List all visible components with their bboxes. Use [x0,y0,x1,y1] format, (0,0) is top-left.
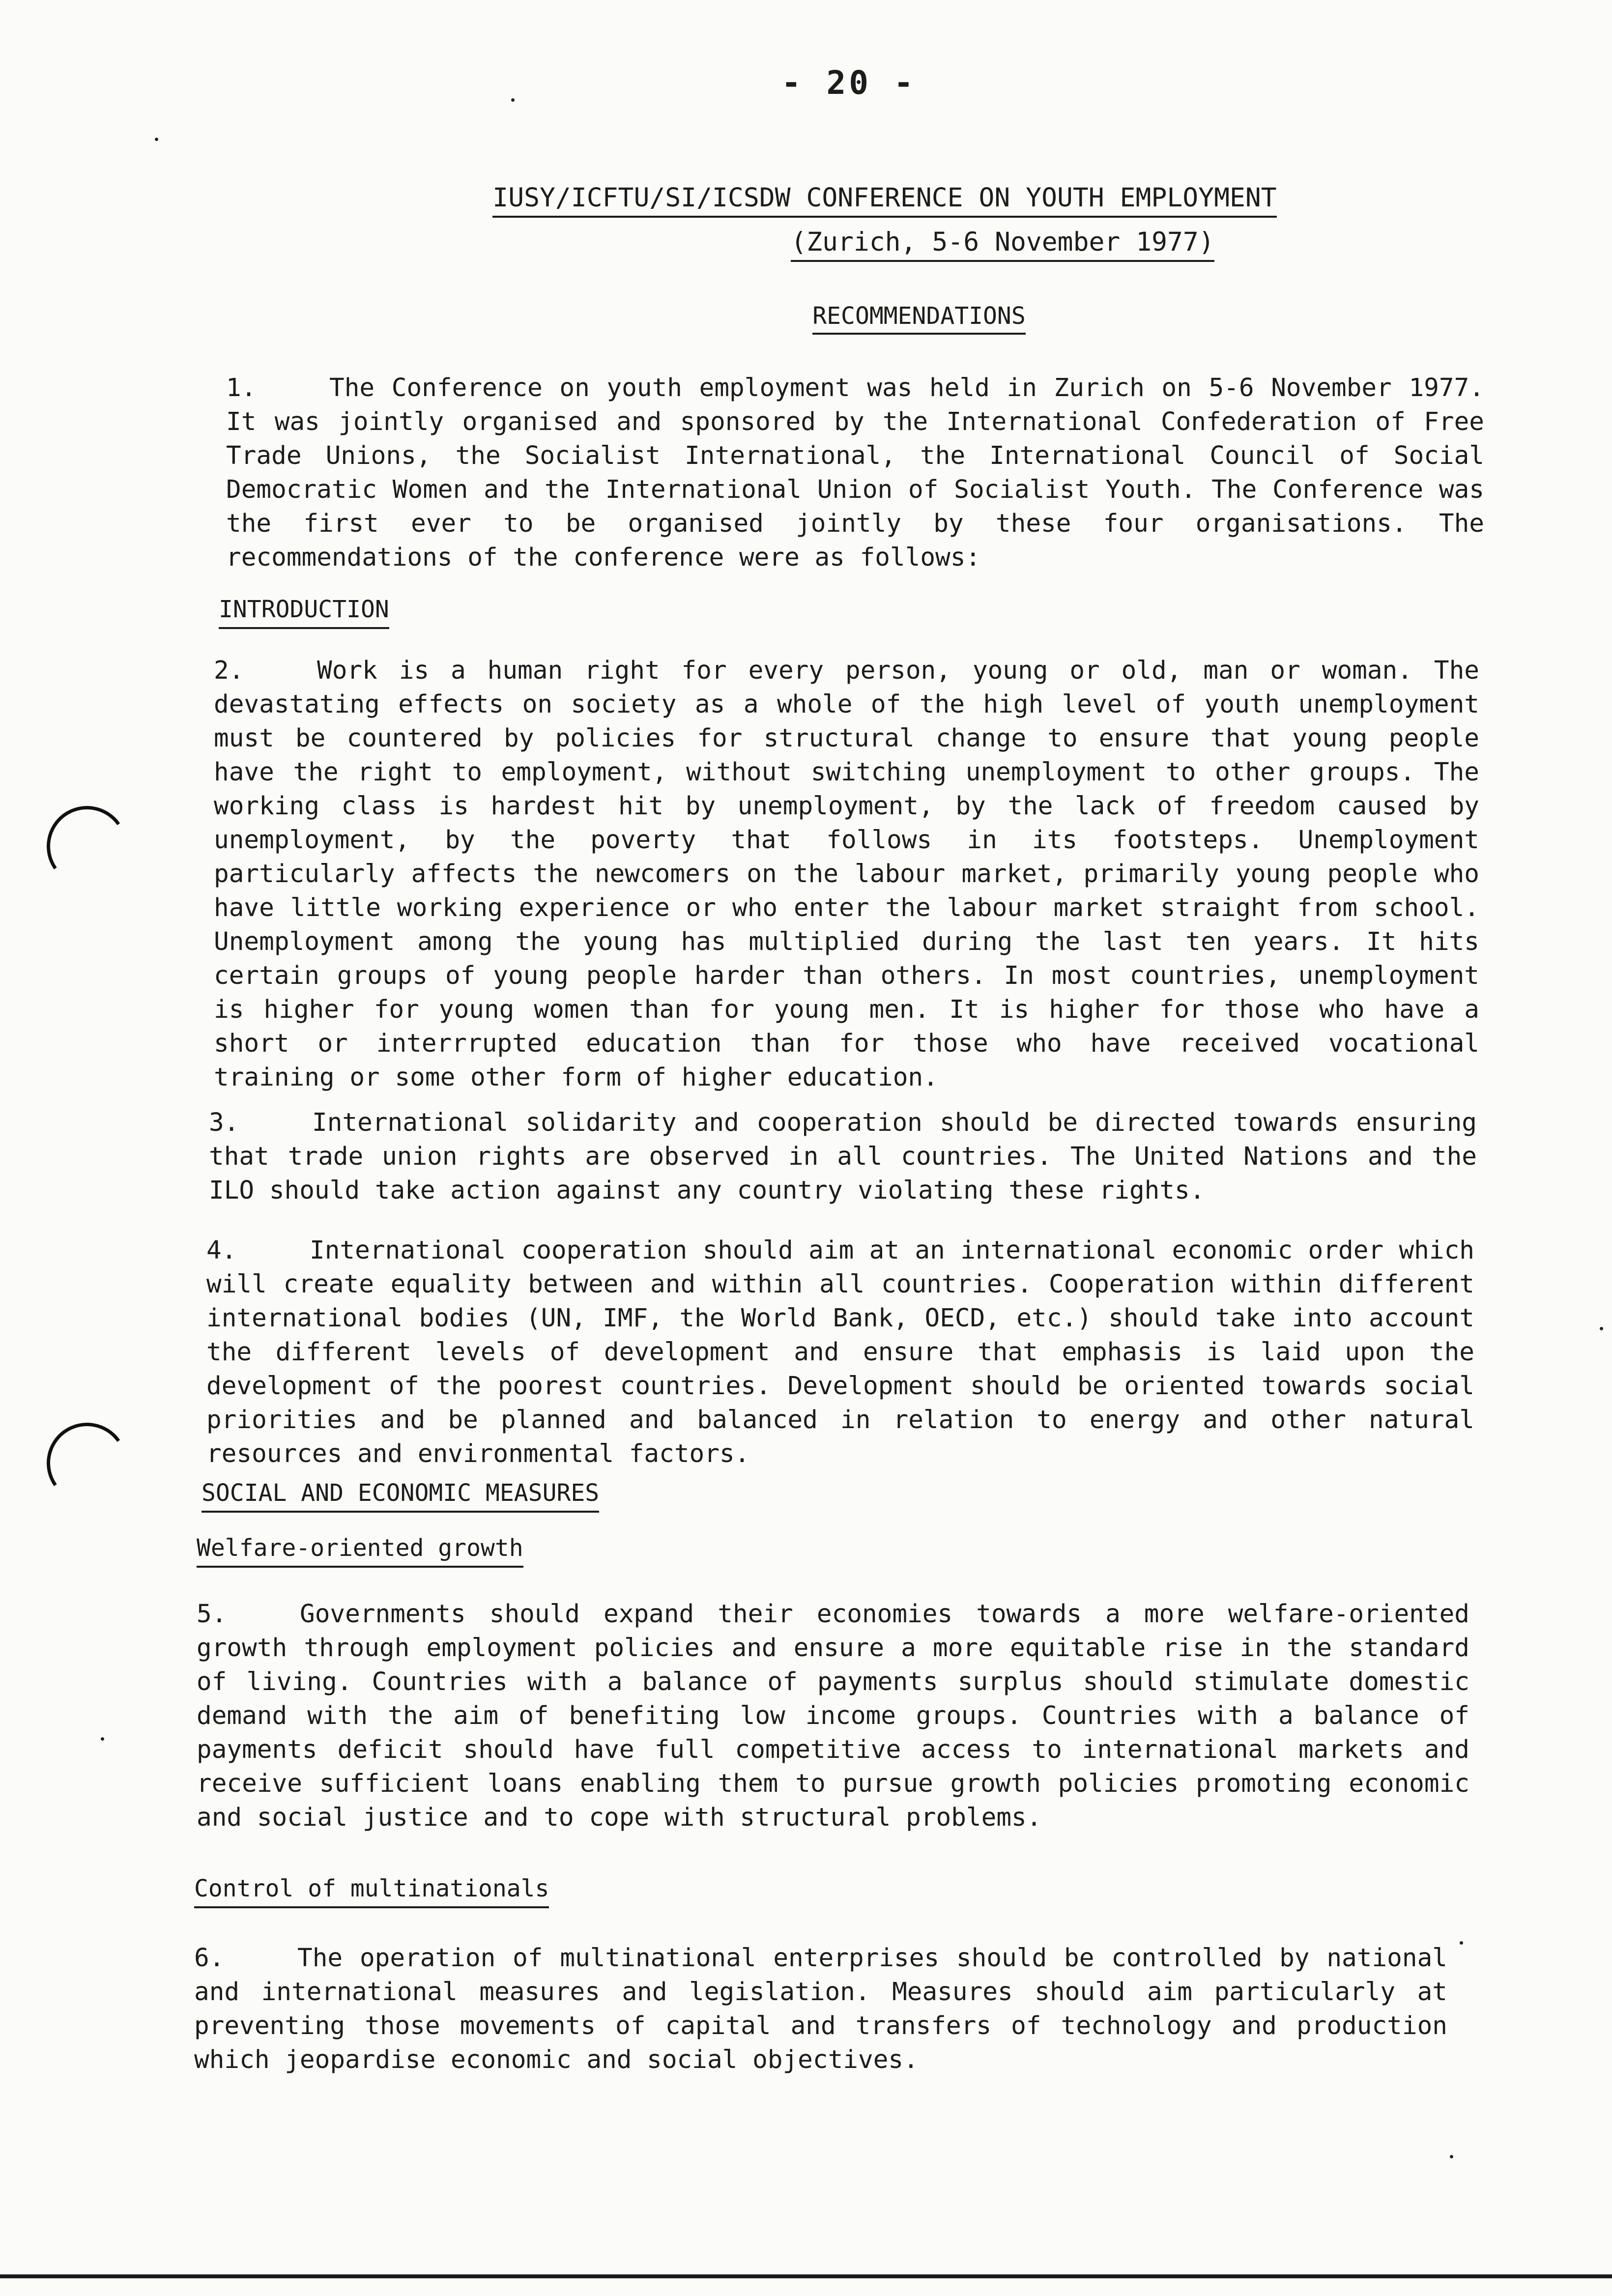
document-title [0,183,1612,213]
scan-speck [511,98,515,102]
paragraph-text: The operation of multinational enterprises should be controlled by national and international measures and legislation. Measures should aim particularly at preventing those movements of capital and transfers of technology and production which jeopardise economic and social objectives. [194,1944,1447,2074]
heading-control-of-multinationals-text: Control of multinationals [194,1875,549,1908]
document-title-text: IUSY/ICFTU/SI/ICSDW CONFERENCE ON YOUTH EMPLOYMENT [492,183,1276,218]
punch-hole-mark-lower [40,1416,134,1510]
paragraph-text: Governments should expand their economies towards a more welfare-oriented growth through employment policies and ensure a more equitable rise in the standard of living. Countries with a balance of payments surplus should stimulate domestic demand with the aim of benefiting low income groups. Countries with a balance of payments deficit should have full competitive access to international markets and receive sufficient loans enabling them to pursue growth policies promoting economic and social justice and to cope with structural problems. [197,1600,1469,1832]
heading-welfare-oriented-growth-text: Welfare-oriented growth [197,1534,523,1568]
recommendations-heading-text: RECOMMENDATIONS [812,302,1025,335]
paragraph-5 [197,1597,1469,1835]
heading-social-economic-measures [202,1479,599,1507]
document-subtitle [0,227,1612,257]
paragraph-number: 5. [197,1600,227,1629]
paragraph-4 [206,1234,1474,1471]
paragraph-number: 6. [194,1944,225,1973]
paragraph-number: 1. [226,373,257,402]
bottom-edge-rule [0,2274,1612,2278]
scan-speck [155,138,158,141]
paragraph-text: Work is a human right for every person, young or old, man or woman. The devastating effects on society as a whole of the high level of youth unemployment must be countered by policies for structural change to ensure that young people have the right to employment, without switching unemployment to other groups. The working class is hardest hit by unemployment, by the lack of freedom caused by unemployment, by the poverty that follows in its footsteps. Unemployment particularly affects the newcomers on the labour market, primarily young people who have little working experience or who enter the labour market straight from school. Unemployment among the young has multiplied during the last ten years. It hits certain groups of young people harder than others. In most countries, unemployment is higher for young women than for young men. It is higher for those who have a short or interrrupted education than for those who have received vocational training or some other form of higher education. [214,656,1479,1092]
paragraph-6 [194,1941,1447,2077]
paragraph-text: International solidarity and cooperation should be directed towards ensuring that trade union rights are observed in all countries. The United Nations and the ILO should take action against any country violating these rights. [209,1108,1477,1205]
paragraph-text: International cooperation should aim at an international economic order which will create equality between and within all countries. Cooperation within different international bodies (UN, IMF, the World Bank, OECD, etc.) should take into account the different levels of development and ensure that emphasis is laid upon the development of the poorest countries. Development should be oriented towards social priorities and be planned and balanced in relation to energy and other natural resources and environmental factors. [206,1236,1474,1468]
document-subtitle-text: (Zurich, 5-6 November 1977) [791,227,1214,262]
heading-introduction-text: INTRODUCTION [219,596,389,629]
heading-social-economic-measures-text: SOCIAL AND ECONOMIC MEASURES [202,1479,599,1513]
scan-speck [1460,1941,1463,1945]
page-number: - 20 - [781,64,917,102]
paragraph-text: The Conference on youth employment was held in Zurich on 5-6 November 1977. It was jointly organised and sponsored by the International Confederation of Free Trade Unions, the Socialist International, the International Council of Social Democratic Women and the International Union of Socialist Youth. The Conference was the first ever to be organised jointly by these four organisations. The recommendations of the conference were as follows: [226,373,1484,572]
punch-hole-mark-upper [40,800,134,893]
scan-speck [1450,2155,1453,2158]
heading-control-of-multinationals [194,1875,549,1902]
scan-speck [1600,1327,1603,1330]
heading-welfare-oriented-growth [197,1534,523,1562]
paragraph-number: 3. [209,1108,239,1137]
paragraph-2 [214,654,1479,1094]
paragraph-number: 2. [214,656,244,685]
recommendations-heading [0,302,1612,330]
scan-speck [101,1737,104,1741]
heading-introduction [219,596,389,623]
paragraph-3 [209,1106,1477,1207]
paragraph-number: 4. [206,1236,237,1265]
paragraph-1 [226,371,1484,574]
